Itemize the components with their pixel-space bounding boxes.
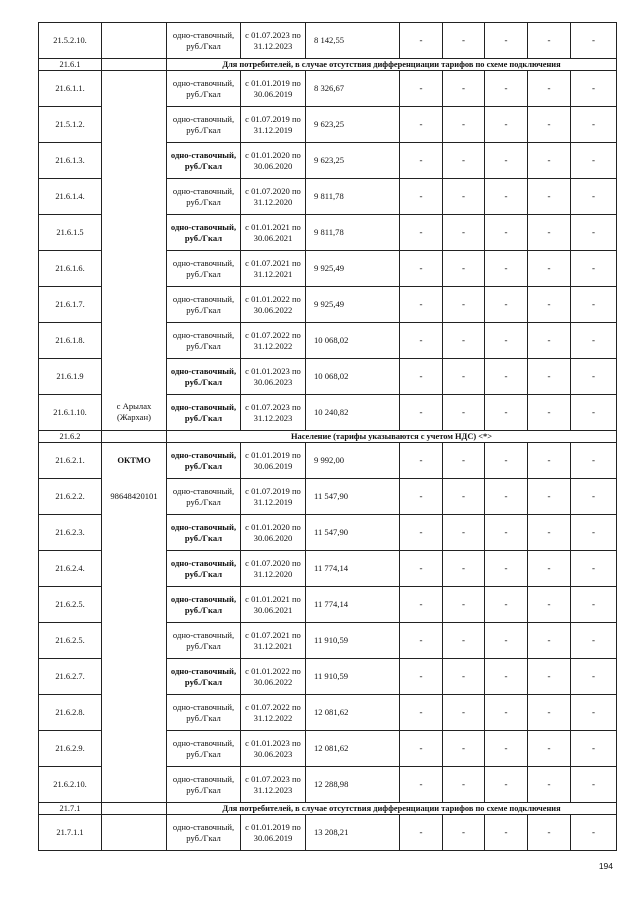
table-row [39, 479, 617, 515]
empty-dash: - [485, 395, 528, 431]
row-number: 21.6.2.10. [39, 767, 102, 803]
empty-dash: - [443, 107, 485, 143]
tariff-unit: одно-ставочный, руб./Гкал [167, 359, 241, 395]
settlement-name: с Арылах (Жархан) [102, 395, 167, 431]
org-cell [102, 323, 167, 359]
empty-dash: - [400, 659, 443, 695]
empty-dash: - [400, 443, 443, 479]
tariff-period: с 01.07.2020 по 31.12.2020 [241, 179, 306, 215]
empty-dash: - [528, 623, 571, 659]
row-number: 21.6.1.5 [39, 215, 102, 251]
row-number: 21.6.1.8. [39, 323, 102, 359]
empty-dash: - [571, 143, 617, 179]
org-cell [102, 71, 167, 107]
tariff-unit: одно-ставочный, руб./Гкал [167, 623, 241, 659]
empty-dash: - [528, 323, 571, 359]
tariff-value: 9 992,00 [306, 443, 400, 479]
empty-dash: - [443, 815, 485, 851]
empty-dash: - [443, 443, 485, 479]
empty-dash: - [443, 23, 485, 59]
empty-dash: - [485, 215, 528, 251]
tariff-period: с 01.07.2021 по 31.12.2021 [241, 623, 306, 659]
tariff-table [38, 22, 617, 851]
empty-dash: - [571, 551, 617, 587]
row-number: 21.5.2.10. [39, 23, 102, 59]
empty-dash: - [400, 323, 443, 359]
row-number: 21.6.1.3. [39, 143, 102, 179]
empty-dash: - [443, 623, 485, 659]
table-row [39, 659, 617, 695]
tariff-value: 9 925,49 [306, 251, 400, 287]
org-cell [102, 251, 167, 287]
tariff-value: 12 288,98 [306, 767, 400, 803]
org-cell [102, 695, 167, 731]
table-row [39, 695, 617, 731]
row-number: 21.6.1.6. [39, 251, 102, 287]
section-number: 21.6.1 [39, 59, 102, 71]
tariff-value: 9 925,49 [306, 287, 400, 323]
table-row [39, 515, 617, 551]
row-number: 21.6.2.9. [39, 731, 102, 767]
empty-dash: - [400, 767, 443, 803]
empty-dash: - [528, 695, 571, 731]
empty-dash: - [485, 107, 528, 143]
page-number: 194 [598, 861, 613, 871]
empty-dash: - [485, 695, 528, 731]
tariff-value: 11 547,90 [306, 479, 400, 515]
empty-dash: - [571, 287, 617, 323]
tariff-value: 10 068,02 [306, 359, 400, 395]
table-row [39, 767, 617, 803]
empty-dash: - [485, 23, 528, 59]
org-cell [102, 179, 167, 215]
oktmo-code: 98648420101 [102, 479, 167, 515]
tariff-period: с 01.01.2020 по 30.06.2020 [241, 515, 306, 551]
empty-dash: - [528, 395, 571, 431]
empty-dash: - [571, 479, 617, 515]
tariff-unit: одно-ставочный, руб./Гкал [167, 479, 241, 515]
empty-dash: - [485, 815, 528, 851]
empty-dash: - [400, 479, 443, 515]
empty-dash: - [400, 287, 443, 323]
empty-dash: - [485, 359, 528, 395]
tariff-value: 8 142,55 [306, 23, 400, 59]
org-cell [102, 551, 167, 587]
tariff-period: с 01.07.2023 по 31.12.2023 [241, 395, 306, 431]
tariff-value: 12 081,62 [306, 695, 400, 731]
empty-dash: - [528, 215, 571, 251]
oktmo-label: ОКТМО [102, 443, 167, 479]
empty-dash: - [571, 587, 617, 623]
empty-dash: - [528, 179, 571, 215]
empty-dash: - [528, 587, 571, 623]
empty-dash: - [443, 587, 485, 623]
row-number: 21.6.1.4. [39, 179, 102, 215]
empty-dash: - [443, 695, 485, 731]
org-cell [102, 59, 167, 71]
empty-dash: - [400, 23, 443, 59]
tariff-period: с 01.07.2021 по 31.12.2021 [241, 251, 306, 287]
empty-dash: - [485, 251, 528, 287]
table-row [39, 323, 617, 359]
org-cell [102, 803, 167, 815]
empty-dash: - [528, 767, 571, 803]
empty-dash: - [443, 287, 485, 323]
tariff-value: 9 811,78 [306, 215, 400, 251]
tariff-value: 9 623,25 [306, 143, 400, 179]
org-cell [102, 287, 167, 323]
table-row [39, 587, 617, 623]
table-row [39, 731, 617, 767]
org-cell [102, 23, 167, 59]
empty-dash: - [485, 623, 528, 659]
tariff-unit: одно-ставочный, руб./Гкал [167, 179, 241, 215]
empty-dash: - [571, 71, 617, 107]
table-row [39, 443, 617, 479]
empty-dash: - [485, 71, 528, 107]
empty-dash: - [528, 251, 571, 287]
section-title: Для потребителей, в случае отсутствия дифференциации тарифов по схеме подключения [167, 59, 617, 71]
empty-dash: - [485, 143, 528, 179]
empty-dash: - [443, 515, 485, 551]
empty-dash: - [571, 23, 617, 59]
empty-dash: - [485, 479, 528, 515]
tariff-value: 9 811,78 [306, 179, 400, 215]
tariff-unit: одно-ставочный, руб./Гкал [167, 23, 241, 59]
section-row [39, 803, 617, 815]
tariff-unit: одно-ставочный, руб./Гкал [167, 815, 241, 851]
tariff-period: с 01.07.2022 по 31.12.2022 [241, 695, 306, 731]
tariff-unit: одно-ставочный, руб./Гкал [167, 695, 241, 731]
empty-dash: - [400, 179, 443, 215]
tariff-period: с 01.07.2023 по 31.12.2023 [241, 767, 306, 803]
tariff-period: с 01.01.2019 по 30.06.2019 [241, 443, 306, 479]
empty-dash: - [485, 323, 528, 359]
empty-dash: - [528, 359, 571, 395]
empty-dash: - [443, 395, 485, 431]
empty-dash: - [571, 215, 617, 251]
empty-dash: - [571, 731, 617, 767]
tariff-value: 11 547,90 [306, 515, 400, 551]
empty-dash: - [571, 395, 617, 431]
tariff-period: с 01.01.2019 по 30.06.2019 [241, 815, 306, 851]
row-number: 21.6.2.5. [39, 587, 102, 623]
row-number: 21.7.1.1 [39, 815, 102, 851]
empty-dash: - [443, 767, 485, 803]
row-number: 21.6.2.4. [39, 551, 102, 587]
table-row [39, 815, 617, 851]
table-row [39, 179, 617, 215]
tariff-unit: одно-ставочный, руб./Гкал [167, 551, 241, 587]
tariff-value: 11 774,14 [306, 551, 400, 587]
tariff-unit: одно-ставочный, руб./Гкал [167, 443, 241, 479]
section-title: Население (тарифы указываются с учетом НДС) <*> [167, 431, 617, 443]
org-cell [102, 431, 167, 443]
tariff-value: 11 910,59 [306, 659, 400, 695]
empty-dash: - [485, 767, 528, 803]
table-row [39, 251, 617, 287]
row-number: 21.6.1.1. [39, 71, 102, 107]
row-number: 21.6.1.9 [39, 359, 102, 395]
table-row [39, 71, 617, 107]
tariff-value: 12 081,62 [306, 731, 400, 767]
tariff-value: 8 326,67 [306, 71, 400, 107]
empty-dash: - [485, 731, 528, 767]
empty-dash: - [571, 815, 617, 851]
org-cell [102, 515, 167, 551]
tariff-period: с 01.07.2019 по 31.12.2019 [241, 107, 306, 143]
empty-dash: - [528, 515, 571, 551]
empty-dash: - [571, 767, 617, 803]
empty-dash: - [485, 515, 528, 551]
tariff-period: с 01.07.2022 по 31.12.2022 [241, 323, 306, 359]
table-row [39, 143, 617, 179]
section-title: Для потребителей, в случае отсутствия дифференциации тарифов по схеме подключения [167, 803, 617, 815]
empty-dash: - [485, 287, 528, 323]
table-row [39, 359, 617, 395]
row-number: 21.5.1.2. [39, 107, 102, 143]
org-cell [102, 623, 167, 659]
tariff-value: 10 240,82 [306, 395, 400, 431]
empty-dash: - [400, 695, 443, 731]
empty-dash: - [400, 215, 443, 251]
tariff-unit: одно-ставочный, руб./Гкал [167, 71, 241, 107]
tariff-unit: одно-ставочный, руб./Гкал [167, 215, 241, 251]
row-number: 21.6.2.8. [39, 695, 102, 731]
empty-dash: - [443, 71, 485, 107]
row-number: 21.6.2.1. [39, 443, 102, 479]
empty-dash: - [485, 179, 528, 215]
tariff-value: 10 068,02 [306, 323, 400, 359]
table-row [39, 395, 617, 431]
row-number: 21.6.2.2. [39, 479, 102, 515]
tariff-unit: одно-ставочный, руб./Гкал [167, 515, 241, 551]
row-number: 21.6.2.3. [39, 515, 102, 551]
tariff-value: 11 774,14 [306, 587, 400, 623]
empty-dash: - [571, 443, 617, 479]
tariff-unit: одно-ставочный, руб./Гкал [167, 767, 241, 803]
empty-dash: - [400, 551, 443, 587]
empty-dash: - [443, 215, 485, 251]
row-number: 21.6.2.7. [39, 659, 102, 695]
empty-dash: - [571, 251, 617, 287]
tariff-unit: одно-ставочный, руб./Гкал [167, 587, 241, 623]
tariff-value: 9 623,25 [306, 107, 400, 143]
row-number: 21.6.1.10. [39, 395, 102, 431]
empty-dash: - [571, 359, 617, 395]
table-row [39, 107, 617, 143]
empty-dash: - [443, 323, 485, 359]
tariff-unit: одно-ставочный, руб./Гкал [167, 731, 241, 767]
empty-dash: - [528, 815, 571, 851]
empty-dash: - [571, 515, 617, 551]
tariff-unit: одно-ставочный, руб./Гкал [167, 143, 241, 179]
tariff-unit: одно-ставочный, руб./Гкал [167, 323, 241, 359]
empty-dash: - [528, 551, 571, 587]
empty-dash: - [528, 143, 571, 179]
empty-dash: - [571, 659, 617, 695]
tariff-period: с 01.01.2021 по 30.06.2021 [241, 587, 306, 623]
empty-dash: - [571, 179, 617, 215]
tariff-period: с 01.01.2019 по 30.06.2019 [241, 71, 306, 107]
empty-dash: - [400, 359, 443, 395]
empty-dash: - [400, 623, 443, 659]
empty-dash: - [443, 479, 485, 515]
org-cell [102, 731, 167, 767]
row-number: 21.6.1.7. [39, 287, 102, 323]
section-row [39, 59, 617, 71]
empty-dash: - [400, 143, 443, 179]
empty-dash: - [400, 71, 443, 107]
empty-dash: - [571, 107, 617, 143]
empty-dash: - [528, 23, 571, 59]
tariff-period: с 01.01.2021 по 30.06.2021 [241, 215, 306, 251]
tariff-period: с 01.07.2020 по 31.12.2020 [241, 551, 306, 587]
org-cell [102, 359, 167, 395]
org-cell [102, 659, 167, 695]
tariff-period: с 01.01.2023 по 30.06.2023 [241, 359, 306, 395]
org-cell [102, 767, 167, 803]
tariff-period: с 01.07.2019 по 31.12.2019 [241, 479, 306, 515]
org-cell [102, 815, 167, 851]
section-number: 21.7.1 [39, 803, 102, 815]
tariff-period: с 01.01.2022 по 30.06.2022 [241, 659, 306, 695]
org-cell [102, 587, 167, 623]
org-cell [102, 215, 167, 251]
empty-dash: - [528, 479, 571, 515]
org-cell [102, 143, 167, 179]
table-row [39, 287, 617, 323]
table-row [39, 23, 617, 59]
table-row [39, 215, 617, 251]
empty-dash: - [571, 695, 617, 731]
tariff-unit: одно-ставочный, руб./Гкал [167, 251, 241, 287]
empty-dash: - [485, 443, 528, 479]
table-row [39, 623, 617, 659]
tariff-value: 11 910,59 [306, 623, 400, 659]
empty-dash: - [528, 71, 571, 107]
empty-dash: - [443, 179, 485, 215]
empty-dash: - [443, 251, 485, 287]
empty-dash: - [571, 323, 617, 359]
empty-dash: - [400, 395, 443, 431]
empty-dash: - [400, 731, 443, 767]
empty-dash: - [400, 587, 443, 623]
empty-dash: - [485, 587, 528, 623]
tariff-period: с 01.01.2023 по 30.06.2023 [241, 731, 306, 767]
empty-dash: - [485, 551, 528, 587]
empty-dash: - [400, 815, 443, 851]
tariff-period: с 01.07.2023 по 31.12.2023 [241, 23, 306, 59]
row-number: 21.6.2.5. [39, 623, 102, 659]
empty-dash: - [528, 443, 571, 479]
empty-dash: - [443, 143, 485, 179]
empty-dash: - [443, 551, 485, 587]
empty-dash: - [400, 251, 443, 287]
tariff-unit: одно-ставочный, руб./Гкал [167, 107, 241, 143]
empty-dash: - [528, 659, 571, 695]
empty-dash: - [485, 659, 528, 695]
tariff-period: с 01.01.2022 по 30.06.2022 [241, 287, 306, 323]
empty-dash: - [528, 287, 571, 323]
empty-dash: - [400, 107, 443, 143]
section-number: 21.6.2 [39, 431, 102, 443]
tariff-period: с 01.01.2020 по 30.06.2020 [241, 143, 306, 179]
empty-dash: - [528, 107, 571, 143]
empty-dash: - [400, 515, 443, 551]
section-row [39, 431, 617, 443]
tariff-unit: одно-ставочный, руб./Гкал [167, 659, 241, 695]
empty-dash: - [443, 659, 485, 695]
tariff-value: 13 208,21 [306, 815, 400, 851]
empty-dash: - [443, 359, 485, 395]
empty-dash: - [571, 623, 617, 659]
empty-dash: - [528, 731, 571, 767]
org-cell [102, 107, 167, 143]
tariff-unit: одно-ставочный, руб./Гкал [167, 395, 241, 431]
tariff-unit: одно-ставочный, руб./Гкал [167, 287, 241, 323]
table-row [39, 551, 617, 587]
empty-dash: - [443, 731, 485, 767]
